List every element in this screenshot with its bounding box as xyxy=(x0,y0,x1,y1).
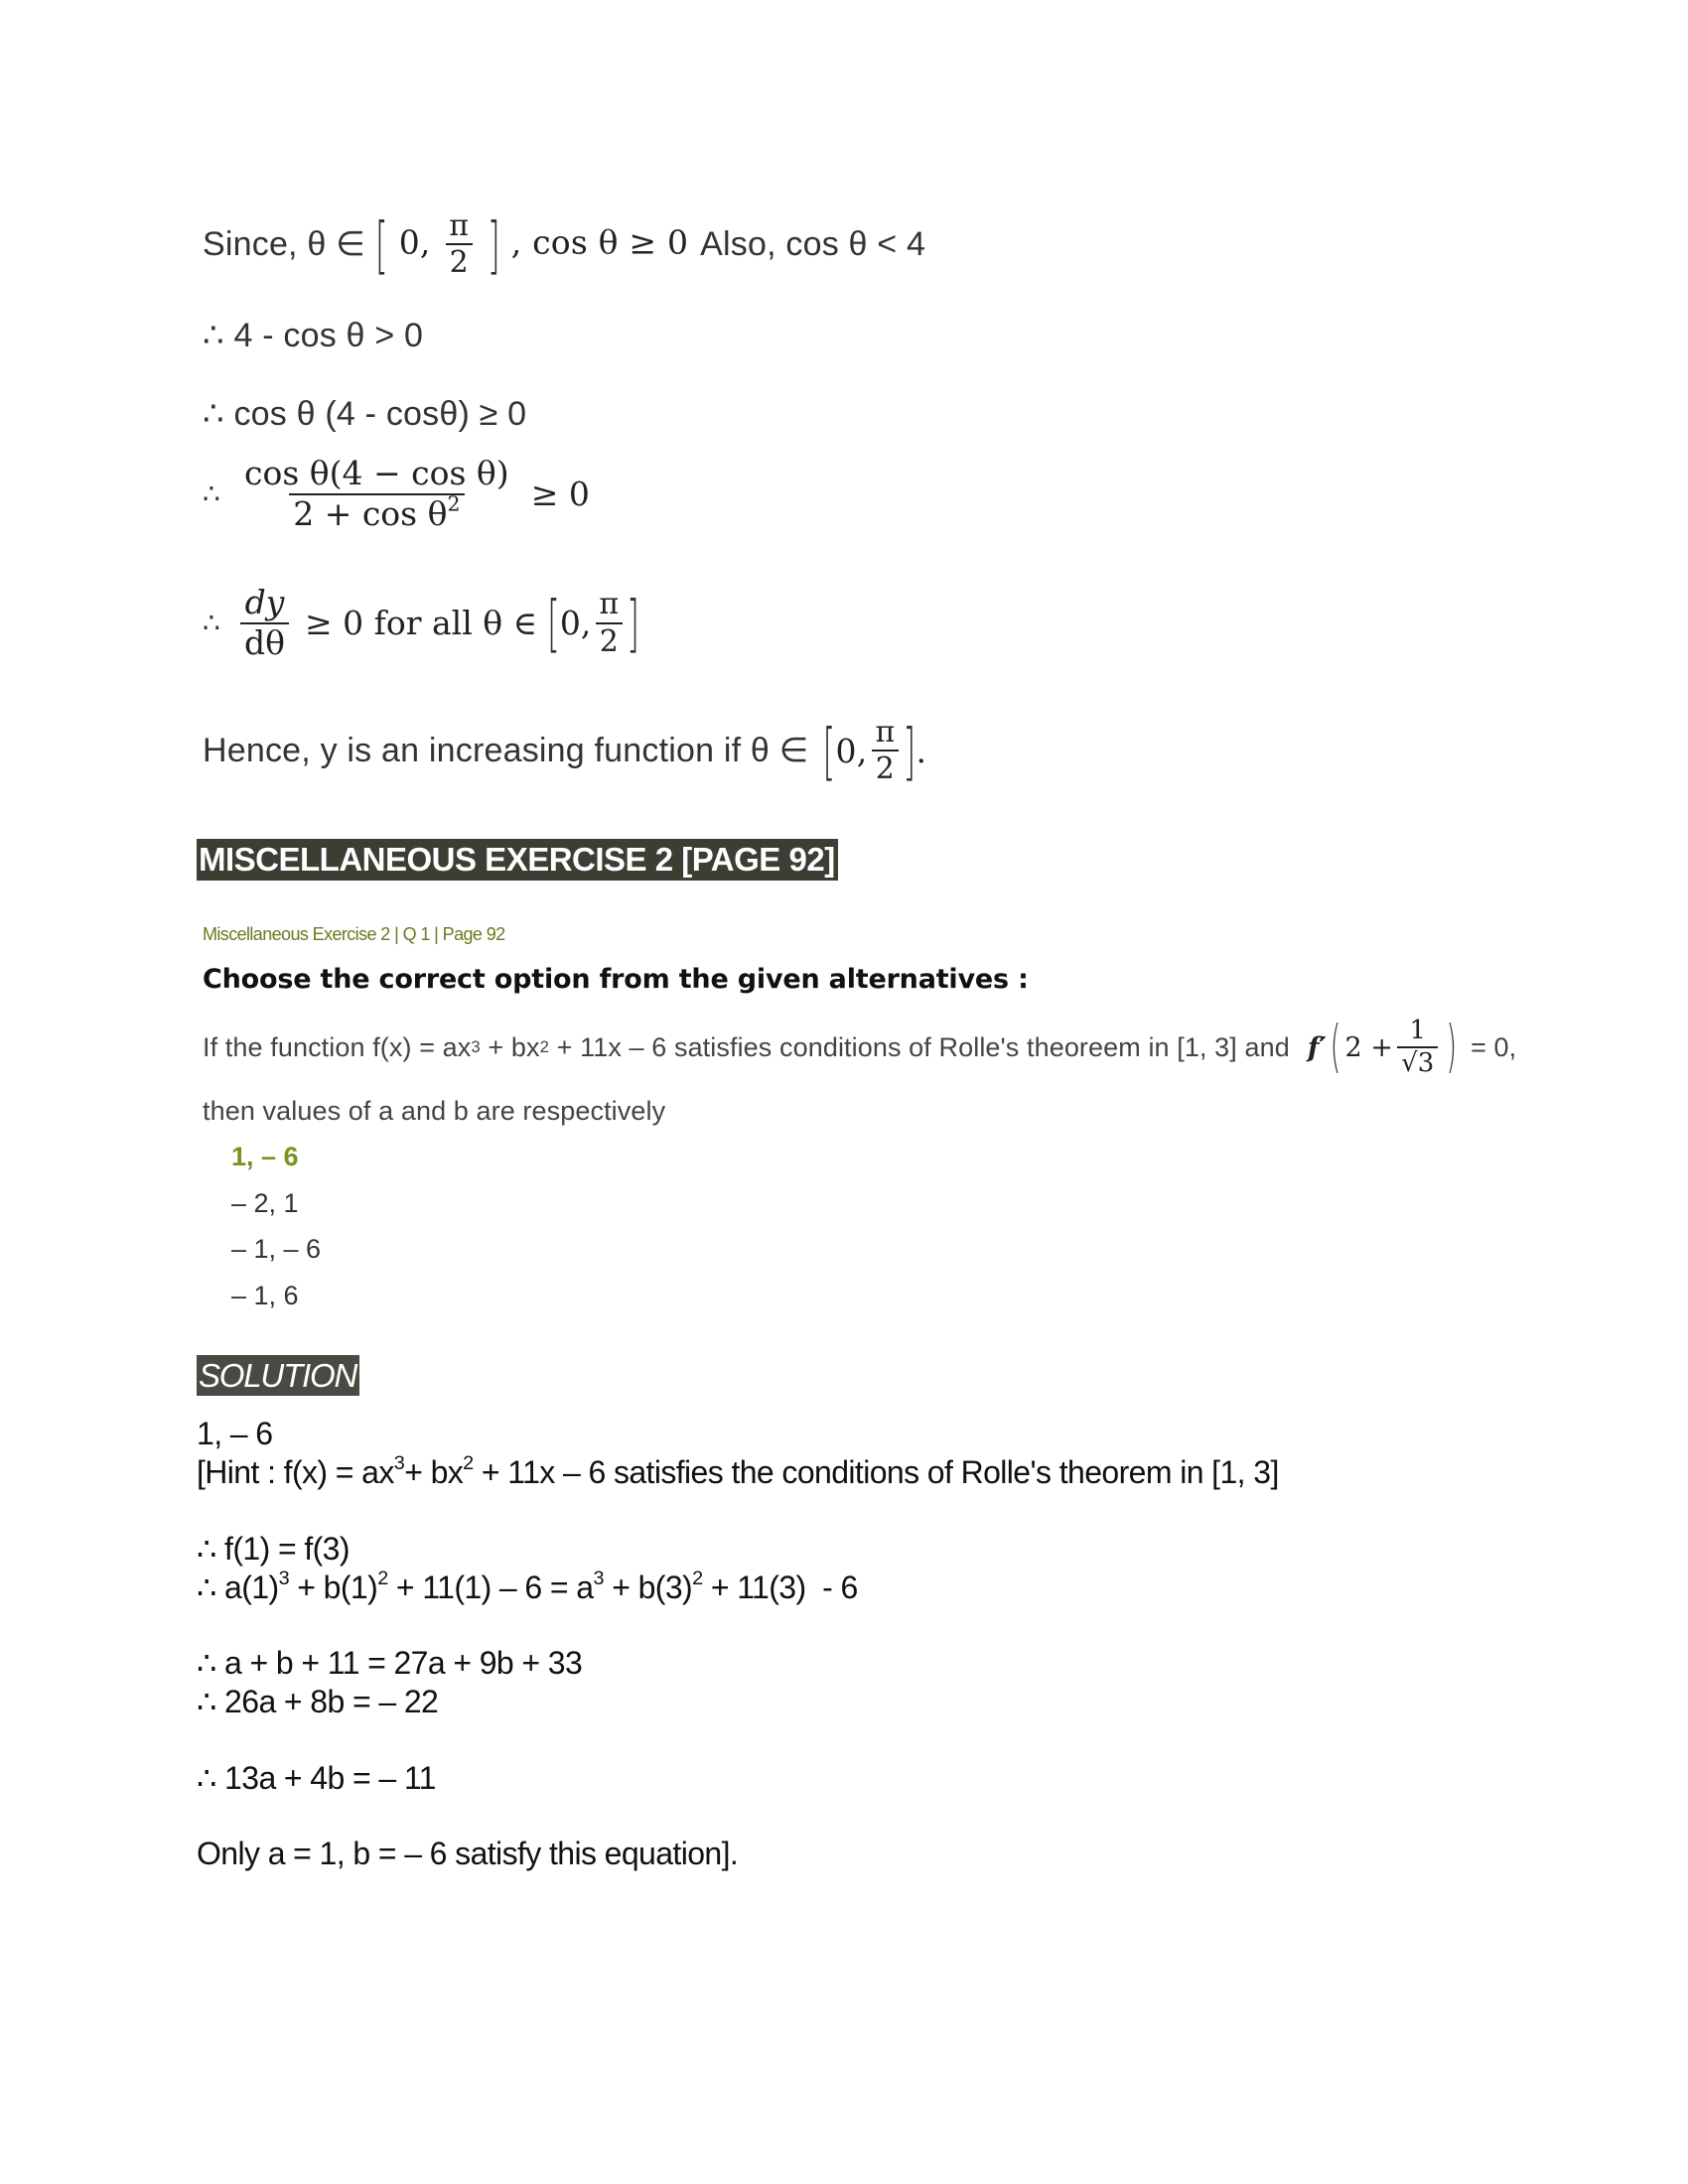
question-instruction: Choose the correct option from the given alternatives : xyxy=(203,964,1029,995)
interval-start: 0, xyxy=(559,604,592,643)
interval-open-bracket: [ xyxy=(374,206,388,282)
pi-numerator: π xyxy=(599,587,620,622)
hint-exponent-3: 3 xyxy=(393,1452,405,1475)
derivation-line-4 xyxy=(203,454,590,533)
fraction-numerator: cos θ(4 − cos θ) xyxy=(244,454,509,492)
two-denominator: 2 xyxy=(446,243,473,279)
step2-d: + b(3) xyxy=(603,1570,693,1605)
pi-numerator: π xyxy=(875,714,896,750)
argument-prefix: 2 + xyxy=(1344,1031,1394,1063)
step2-e: + 11(3) - 6 xyxy=(702,1570,858,1605)
derivation-line-5 xyxy=(203,583,640,662)
solution-step-3: ∴ a + b + 11 = 27a + 9b + 33 xyxy=(197,1645,583,1681)
hint-part3: + 11x – 6 satisfies the conditions of Rolle's theorem in [1, 3] xyxy=(473,1454,1279,1490)
dy-numerator: dy xyxy=(244,583,285,621)
interval-open-bracket: [ xyxy=(547,586,560,660)
pi-numerator: π xyxy=(449,207,470,243)
step2-c: + 11(1) – 6 = a xyxy=(387,1570,594,1605)
therefore-symbol: ∴ xyxy=(203,608,221,639)
question-text: If the function f(x) = ax 3 + bx 2 + 11x – 6 satisfies conditions of Rolle's theoreem in [1, 3] and f′ ( 2 + $\frac{1}{√3}$ ) = 0, xyxy=(203,1015,1517,1080)
therefore-symbol: ∴ xyxy=(203,478,221,510)
step2-a: ∴ a(1) xyxy=(197,1570,279,1605)
denominator-base: 2 + cos θ xyxy=(293,493,448,533)
solution-hint xyxy=(197,1454,1279,1491)
question-meta-link[interactable]: Miscellaneous Exercise 2 | Q 1 | Page 92 xyxy=(203,924,505,944)
derivation-line-3: ∴ cos θ (4 - cosθ) ≥ 0 xyxy=(203,395,527,433)
solution-conclusion: Only a = 1, b = – 6 satisfy this equation]. xyxy=(197,1836,739,1871)
close-paren: ) xyxy=(1446,1015,1458,1080)
since-prefix: Since, θ ∈ xyxy=(203,225,365,263)
step2-b: + b(1) xyxy=(289,1570,378,1605)
interval-start: 0, xyxy=(398,222,431,261)
option-3[interactable]: – 1, – 6 xyxy=(231,1234,322,1264)
sqrt3-denominator: √3 xyxy=(1397,1046,1438,1077)
question-text-part3: + 11x – 6 satisfies conditions of Rolle's theoreem in [1, 3] and xyxy=(549,1031,1290,1062)
step2-exp2: 2 xyxy=(377,1568,388,1590)
relation-geq-zero: ≥ 0 xyxy=(530,475,590,514)
solution-step-5: ∴ 13a + 4b = – 11 xyxy=(197,1760,436,1796)
solution-step-4: ∴ 26a + 8b = – 22 xyxy=(197,1684,439,1719)
solution-title: SOLUTION xyxy=(197,1355,359,1396)
fraction-denominator xyxy=(289,493,464,532)
hint-exponent-2: 2 xyxy=(463,1452,474,1475)
hint-part1: [Hint : f(x) = ax xyxy=(197,1454,394,1490)
denominator-exponent: 2 xyxy=(447,491,461,516)
option-1-correct[interactable]: 1, – 6 xyxy=(231,1142,299,1171)
one-numerator: 1 xyxy=(1409,1015,1427,1045)
interval-open-bracket: [ xyxy=(822,713,836,788)
equals-zero: = 0, xyxy=(1471,1031,1517,1062)
open-paren: ( xyxy=(1330,1015,1341,1080)
option-2[interactable]: – 2, 1 xyxy=(231,1188,299,1218)
hint-part2: + bx xyxy=(404,1454,464,1490)
interval-close-bracket: ] xyxy=(903,713,916,788)
interval-start: 0, xyxy=(835,731,868,770)
dtheta-denominator: dθ xyxy=(240,622,289,661)
step2-exp3: 3 xyxy=(593,1568,604,1590)
question-text-part1: If the function f(x) = ax xyxy=(203,1031,472,1062)
step2-exp1: 3 xyxy=(278,1568,289,1590)
derivative-expression xyxy=(1307,1015,1461,1080)
solution-step-1: ∴ f(1) = f(3) xyxy=(197,1531,350,1567)
relation-for-all: ≥ 0 for all θ ∈ xyxy=(305,604,538,643)
question-text-part2: + bx xyxy=(480,1031,540,1062)
f-prime: f′ xyxy=(1307,1031,1327,1063)
interval-close-bracket: ] xyxy=(627,586,640,660)
two-denominator: 2 xyxy=(596,622,623,658)
question-text-line2: then values of a and b are respectively xyxy=(203,1096,666,1126)
step2-exp4: 2 xyxy=(692,1568,703,1590)
also-clause: Also, cos θ < 4 xyxy=(700,224,926,263)
derivation-conclusion xyxy=(203,701,926,800)
solution-step-2 xyxy=(197,1569,858,1606)
cos-nonneg: , cos θ ≥ 0 xyxy=(510,222,689,261)
section-title: MISCELLANEOUS EXERCISE 2 [PAGE 92] xyxy=(197,839,838,881)
conclusion-period: . xyxy=(915,731,927,770)
solution-answer: 1, – 6 xyxy=(197,1416,273,1451)
two-denominator: 2 xyxy=(872,750,899,785)
conclusion-text: Hence, y is an increasing function if θ ∈ xyxy=(203,732,809,769)
interval-close-bracket: ] xyxy=(487,206,500,282)
derivation-line-since xyxy=(203,195,925,294)
derivation-line-2: ∴ 4 - cos θ > 0 xyxy=(203,317,424,354)
option-4[interactable]: – 1, 6 xyxy=(231,1281,299,1310)
